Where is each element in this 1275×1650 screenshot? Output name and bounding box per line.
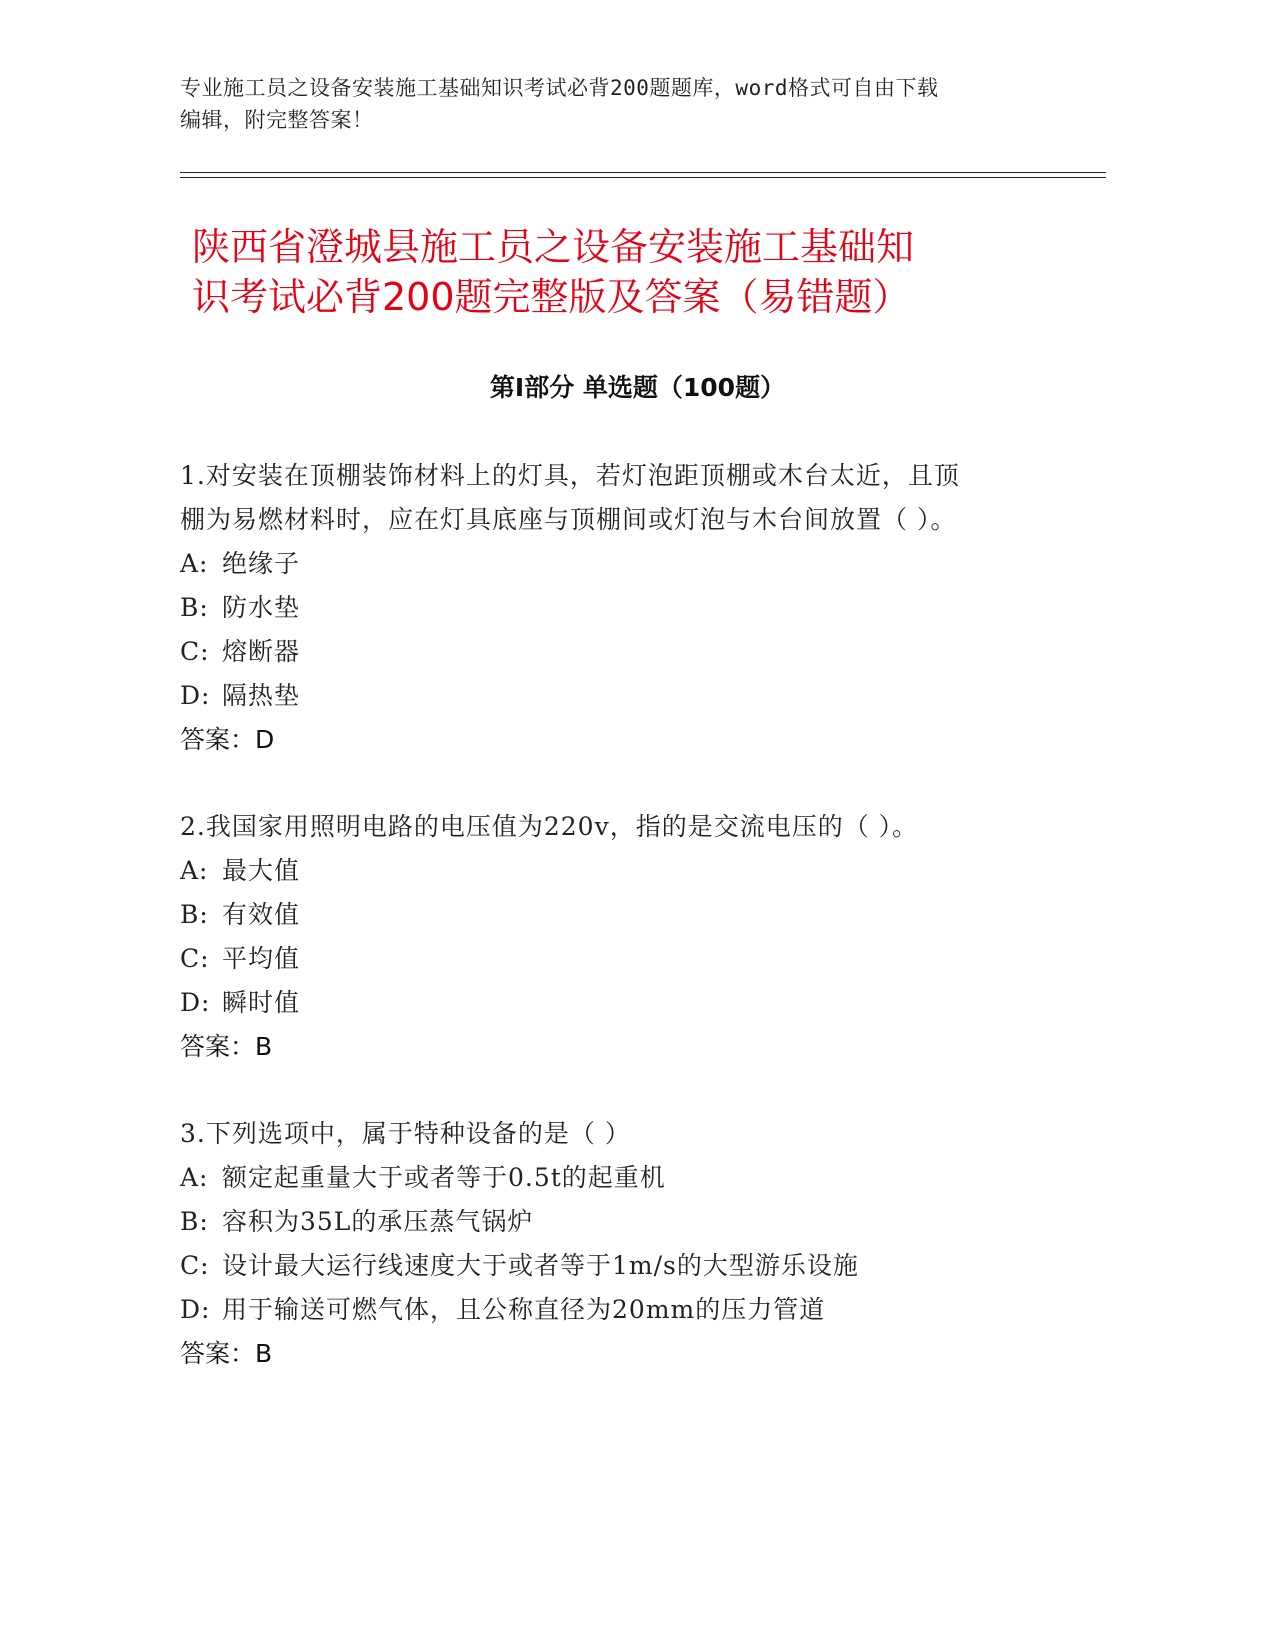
document-title [192, 222, 1092, 322]
option-a [180, 849, 1040, 893]
question-2 [180, 805, 1040, 1069]
option-letter: D: [180, 1295, 211, 1324]
option-letter: A: [180, 856, 209, 885]
question-text: 1.对安装在顶棚装饰材料上的灯具，若灯泡距顶棚或木台太近，且顶 [180, 461, 960, 490]
option-letter: A: [180, 549, 209, 578]
option-text: 最大值 [222, 856, 301, 885]
answer-label: 答案：B [180, 1032, 273, 1061]
option-letter: D: [180, 988, 211, 1017]
option-text: 平均值 [222, 944, 301, 973]
option-text: 额定起重量大于或者等于0.5t的起重机 [222, 1163, 666, 1192]
option-text: 用于输送可燃气体，且公称直径为20mm的压力管道 [222, 1295, 826, 1324]
question-1 [180, 454, 1040, 762]
option-b [180, 893, 1040, 937]
option-text: 设计最大运行线速度大于或者等于1m/s的大型游乐设施 [222, 1251, 859, 1280]
option-c [180, 630, 1040, 674]
question-list [180, 454, 1040, 1419]
option-d [180, 1288, 1040, 1332]
section-heading: 第Ⅰ部分 单选题（100题） [489, 373, 786, 402]
question-text-continued: 棚为易燃材料时，应在灯具底座与顶棚间或灯泡与木台间放置（ ）。 [180, 505, 957, 534]
document-title-line1: 陕西省澄城县施工员之设备安装施工基础知 [192, 225, 915, 269]
header-divider-bottom [180, 177, 1106, 178]
option-text: 瞬时值 [222, 988, 301, 1017]
option-b [180, 586, 1040, 630]
question-text: 3.下列选项中，属于特种设备的是（ ） [180, 1119, 631, 1148]
option-letter: B: [180, 900, 209, 929]
option-text: 防水垫 [222, 593, 301, 622]
option-letter: B: [180, 1207, 209, 1236]
question-3 [180, 1112, 1040, 1376]
header-note [180, 72, 1080, 136]
option-text: 熔断器 [222, 637, 301, 666]
option-d [180, 981, 1040, 1025]
option-d [180, 674, 1040, 718]
question-text: 2.我国家用照明电路的电压值为220v，指的是交流电压的（ ）。 [180, 812, 919, 841]
answer-label: 答案：D [180, 725, 275, 754]
option-letter: C: [180, 637, 210, 666]
option-a [180, 1156, 1040, 1200]
option-letter: B: [180, 593, 209, 622]
option-b [180, 1200, 1040, 1244]
header-note-line1: 专业施工员之设备安装施工基础知识考试必背200题题库，word格式可自由下载 [180, 76, 939, 100]
option-letter: C: [180, 1251, 210, 1280]
option-letter: A: [180, 1163, 209, 1192]
document-title-line2: 识考试必背200题完整版及答案（易错题） [192, 275, 911, 319]
option-letter: D: [180, 681, 211, 710]
option-text: 有效值 [222, 900, 301, 929]
option-c [180, 937, 1040, 981]
option-text: 容积为35L的承压蒸气锅炉 [222, 1207, 534, 1236]
option-a [180, 542, 1040, 586]
option-text: 隔热垫 [222, 681, 301, 710]
header-divider-top [180, 172, 1106, 173]
option-c [180, 1244, 1040, 1288]
header-note-line2: 编辑，附完整答案！ [180, 108, 374, 132]
option-letter: C: [180, 944, 210, 973]
option-text: 绝缘子 [222, 549, 301, 578]
answer-label: 答案：B [180, 1339, 273, 1368]
